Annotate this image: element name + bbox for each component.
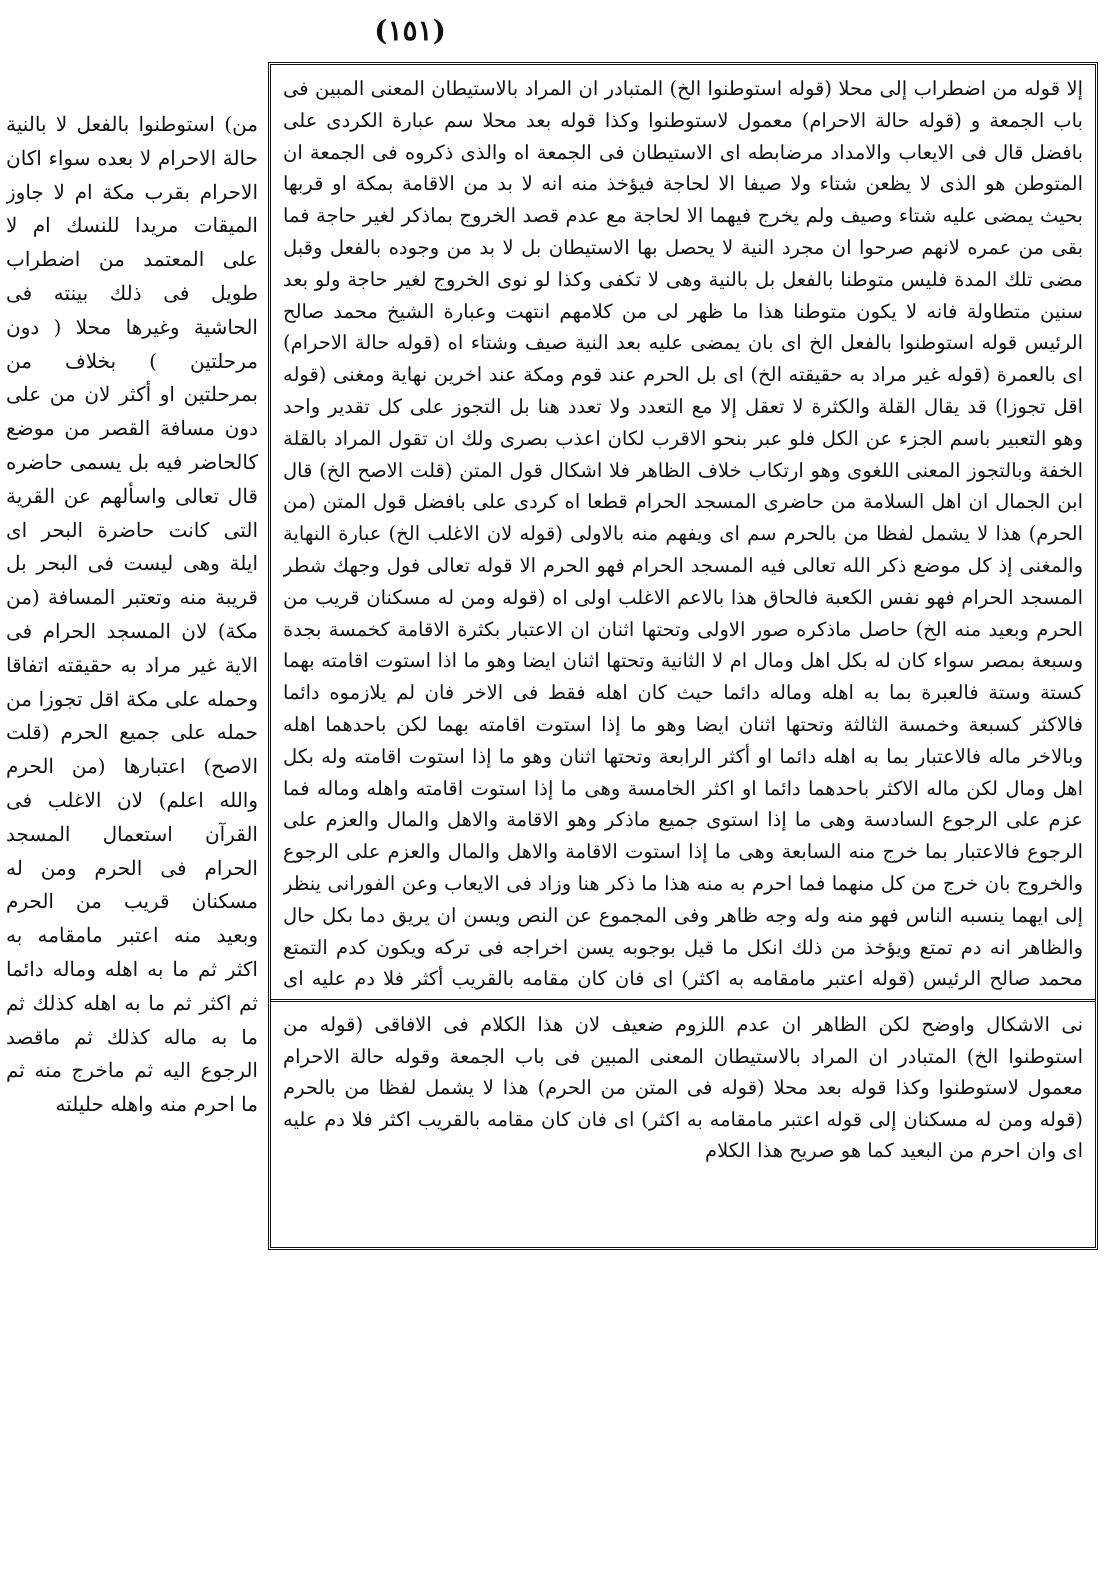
page-number: (١٥١)	[374, 14, 446, 47]
footnote-commentary-text: نى الاشكال واوضح لكن الظاهر ان عدم اللزوم ضعيف لان هذا الكلام فى الافاقى (قوله من استوطنوا الخ) المتبادر ان المراد بالاستيطان المعنى المبين فى باب الجمعة وقوله حالة الاحرام معمول لاستوطنوا وكذا قوله بعد محلا (قوله فى المتن من الحرم) هذا لا يشمل لفظا من بالحرم (قوله ومن له مسكنان إلى قوله اعتبر مامقامه به اكثر) اى فان كان مقامه بالقريب اكثر فلا دم عليه اى وان احرم من البعيد كما هو صريح هذا الكلام	[283, 1013, 1083, 1162]
section-divider	[271, 999, 1095, 1002]
margin-matn-text: من) استوطنوا بالفعل لا بالنية حالة الاحرام لا بعده سواء اكان الاحرام بقرب مكة ام لا جاوز الميقات مريدا للنسك ام لا على المعتمد من اضطراب طويل فى ذلك بينته فى الحاشية وغيرها محلا ( دون مرحلتين ) بخلاف من بمرحلتين او أكثر لان من على دون مسافة القصر من موضع كالحاضر فيه بل يسمى حاضره قال تعالى واسألهم عن القرية التى كانت حاضرة البحر اى ايلة وهى ليست فى البحر بل قريبة منه وتعتبر المسافة (من مكة) لان المسجد الحرام فى الاية غير مراد به حقيقته اتفاقا وحمله على مكة اقل تجوزا من حمله على جميع الحرم (قلت الاصح) اعتبارها (من الحرم والله اعلم) لان الاغلب فى القرآن استعمال المسجد الحرام فى الحرم ومن له مسكنان قريب من الحرم وبعيد منه اعتبر مامقامه به اكثر ثم ما به اهله وماله دائما ثم اكثر ثم ما به اهله كذلك ثم ما به ماله كذلك ثم ماقصد الرجوع اليه ثم ماخرج منه ثم ما احرم منه واهله حليلته	[6, 112, 258, 1117]
commentary-frame	[268, 62, 1098, 1250]
main-commentary-text: إلا قوله من اضطراب إلى محلا (قوله استوطنوا الخ) المتبادر ان المراد بالاستيطان المعنى المبين فى باب الجمعة و (قوله حالة الاحرام) معمول لاستوطنوا وكذا قوله بعد محلا سم عبارة الكردى على بافضل قال فى الايعاب والامداد مرضابطه اى الاستيطان فى الجمعة اه والذى ذكروه فى الجمعة ان المتوطن هو الذى لا يظعن شتاء ولا صيفا الا لحاجة فيؤخذ منه انه لا بد من الاقامة بمكة او قربها بحيث يمضى عليه شتاء وصيف ولم يخرج فيهما الا لحاجة مع عدم قصد الخروج بماذكر لغير حاجة فما بقى من عمره لانهم صرحوا ان مجرد النية لا يحصل بها الاستيطان بل لا بد من وجوده بالفعل وقبل مضى تلك المدة فليس متوطنا بالفعل بل بالنية وهى لا تكفى وكذا لو نوى الخروج لغير حاجة ولو بعد سنين متطاولة فانه لا يكون متوطنا هذا ما ظهر لى من كلامهم انتهت وعبارة الشيخ محمد صالح الرئيس قوله استوطنوا بالفعل الخ اى بان يمضى عليه بعد النية صيف وشتاء اه (قوله حالة الاحرام) اى بالعمرة (قوله غير مراد به حقيقته الخ) اى بل الحرم عند قوم ومكة عند اخرين نهاية ومغنى (قوله اقل تجوزا) قد يقال القلة والكثرة لا تعقل إلا مع التعدد ولا تعدد هنا بل التجوز على كل تقدير واحد وهو التعبير باسم الجزء عن الكل فلو عبر بنحو الاقرب لكان اعذب بصرى ولك ان تقول المراد بالقلة الخفة وبالتجوز المعنى اللغوى وهو ارتكاب خلاف الظاهر فلا اشكال قول المتن (قلت الاصح الخ) قال ابن الجمال ان اهل السلامة من حاضرى المسجد الحرام قطعا اه كردى على بافضل قول المتن (من الحرم) هذا لا يشمل لفظا من بالحرم سم اى ويفهم منه بالاولى (قوله لان الاغلب الخ) عبارة النهاية والمغنى إذ كل موضع ذكر الله تعالى فيه المسجد الحرام فهو الحرم الا قوله تعالى فول وجهك شطر المسجد الحرام فهو نفس الكعبة فالحاق هذا بالاعم الاغلب اولى اه (قوله ومن له مسكنان قريب من الحرم وبعيد منه الخ) حاصل ماذكره صور الاولى وتحتها اثنان ان الاعتبار بكثرة الاقامة كخمسة بجدة وسبعة بمصر سواء كان له بكل اهل ومال ام لا الثانية وتحتها اثنان ايضا وهو ما اذا استوت اقامته بهما كستة وستة فالعبرة بما به اهله وماله دائما حيث كان اهله فقط فى الاخر فان لم يلازموه دائما فالاكثر كسبعة وخمسة الثالثة وتحتها اثنان ايضا وهو ما إذا استوت اقامته بهما لكن باحدهما اهله وبالاخر ماله فالاعتبار بما به اهله دائما او أكثر الرابعة وتحتها اثنان وهو ما إذا استوت اقامته وله بكل اهل ومال لكن ماله الاكثر باحدهما دائما او اكثر الخامسة وهى ما إذا استوت اقامته واهله وماله فما عزم على الرجوع السادسة وهى ما إذا استوى جميع ماذكر وهو الاقامة والاهل والمال والعزم على الرجوع فالاعتبار بما خرج منه السابعة وهى ما إذا استوت الاقامة والاهل والمال والعزم على الرجوع والخروج بان خرج من كل منهما فما احرم به منه هذا ما ذكر هنا وزاد فى الايعاب وعن الفورانى ينظر إلى ايهما ينسبه الناس فهو منه وله وجه ظاهر وفى المجموع عن النص ويسن ان يريق دما بكل حال والظاهر انه دم تمتع ويؤخذ من ذلك انكل ما قيل بوجوبه يسن اخراجه فى تركه ويكون كدم التمتع محمد صالح الرئيس (قوله اعتبر مامقامه به اكثر) اى فان كان مقامه بالقريب أكثر فلا دم عليه اى	[283, 77, 1083, 991]
